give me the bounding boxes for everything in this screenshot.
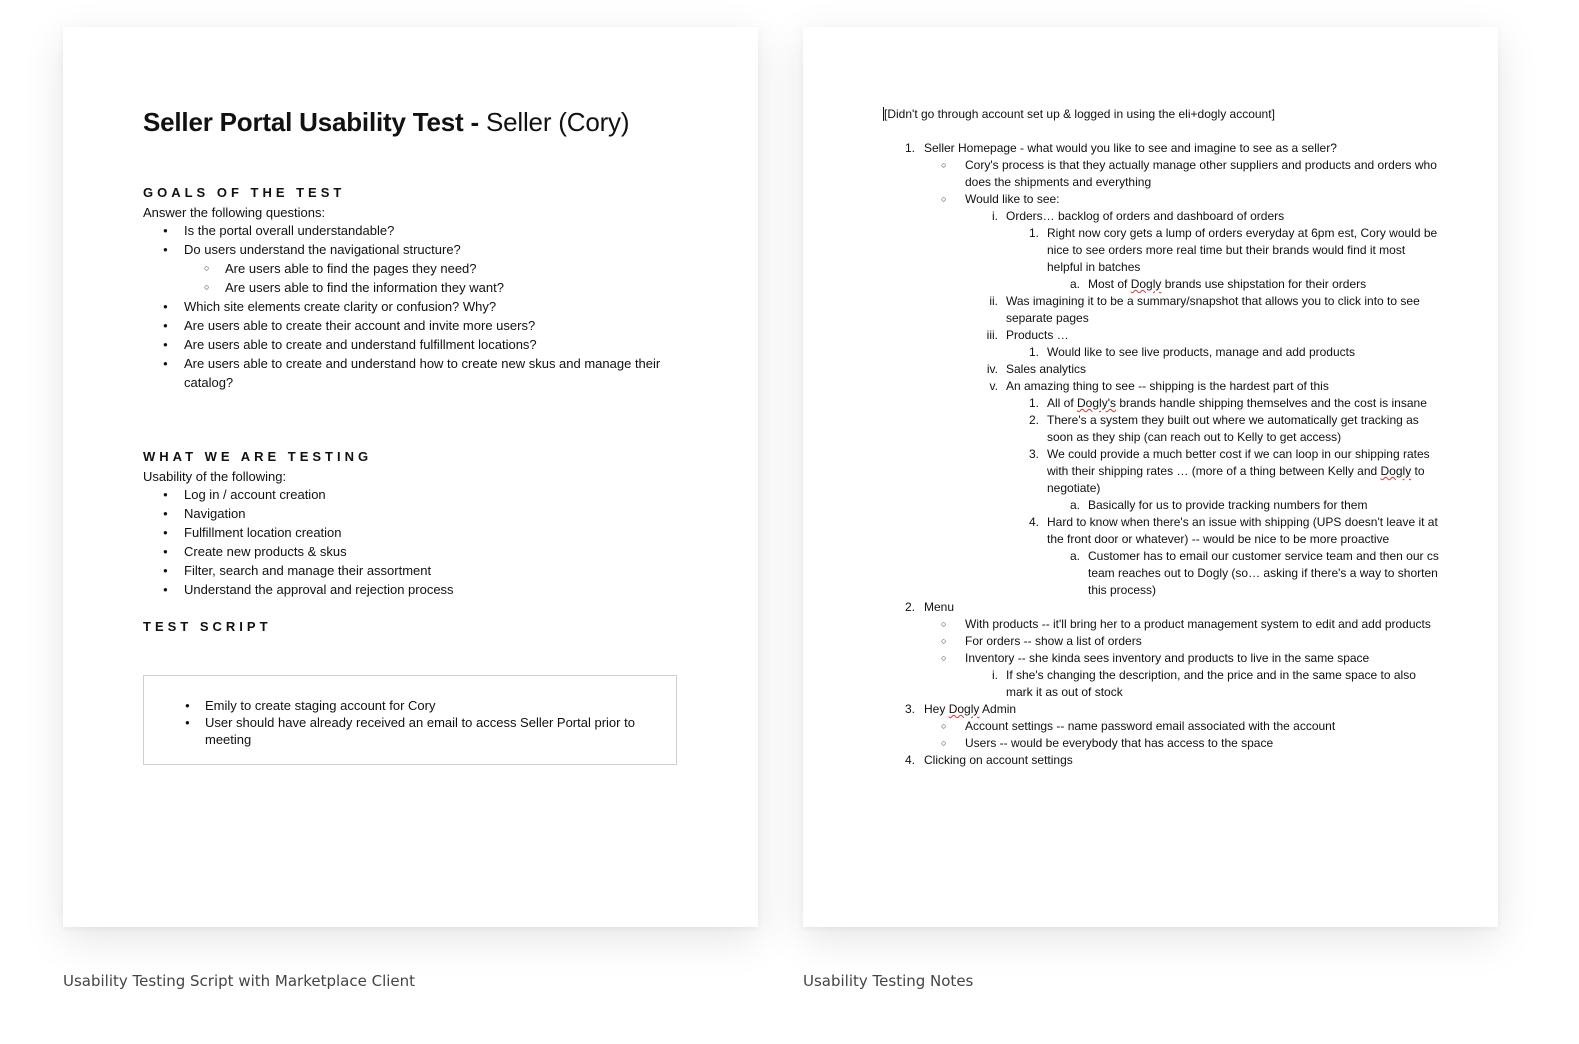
- notes-line: [883, 650, 1443, 667]
- testing-heading: WHAT WE ARE TESTING: [143, 449, 373, 464]
- bullet-marker: ○: [941, 653, 947, 663]
- spellcheck-flagged-word: Dogly: [948, 702, 980, 716]
- list-marker: 1.: [1028, 345, 1039, 359]
- test-script-list: [164, 697, 644, 748]
- notes-line-text: Would like to see live products, manage and add products: [1047, 345, 1355, 359]
- notes-line-text: Menu: [924, 600, 955, 614]
- list-item: ● Understand the approval and rejection process: [143, 580, 703, 599]
- list-marker: 1.: [1028, 396, 1039, 410]
- bullet-marker: ○: [941, 636, 947, 646]
- notes-line: [883, 701, 1443, 718]
- list-item: ○ Are users able to find the information they want?: [143, 278, 703, 297]
- list-marker: v.: [989, 379, 998, 393]
- list-marker: 3.: [904, 702, 915, 716]
- notes-line-text: Customer has to email our customer service team and then our cs team reaches out to Dogly (so… asking if there's a way to shorten this process): [1088, 549, 1439, 597]
- notes-intro-text: Didn't go through account set up & logged in using the eli+dogly account]: [887, 107, 1275, 121]
- notes-line-text: Was imagining it to be a summary/snapshot that allows you to click into to see separate pages: [1006, 294, 1420, 325]
- notes-line: [883, 327, 1443, 344]
- notes-line: [883, 361, 1443, 378]
- notes-line: [883, 667, 1443, 701]
- list-item: ● Emily to create staging account for Cory: [164, 697, 644, 714]
- notes-line: [883, 497, 1443, 514]
- notes-line-text: Cory's process is that they actually manage other suppliers and products and orders who does the shipments and everything: [965, 158, 1437, 189]
- notes-line-text: Would like to see:: [965, 192, 1060, 206]
- list-item: ● Fulfillment location creation: [143, 523, 703, 542]
- notes-line-text: Basically for us to provide tracking numbers for them: [1088, 498, 1368, 512]
- goals-intro: Answer the following questions:: [143, 205, 326, 220]
- text-run: Hey: [924, 702, 949, 716]
- notes-document-page: [803, 27, 1498, 927]
- notes-line: [883, 395, 1443, 412]
- notes-line-text: Inventory -- she kinda sees inventory and products to live in the same space: [965, 651, 1370, 665]
- notes-line: [883, 344, 1443, 361]
- notes-line-text: With products -- it'll bring her to a product management system to edit and add products: [965, 617, 1431, 631]
- notes-line-text: [924, 701, 1443, 718]
- list-marker: 2.: [904, 600, 915, 614]
- list-marker: a.: [1069, 549, 1080, 563]
- testing-intro: Usability of the following:: [143, 469, 287, 484]
- notes-line-text: Products …: [1006, 328, 1069, 342]
- list-marker: 1.: [1028, 226, 1039, 240]
- notes-line-text: Sales analytics: [1006, 362, 1087, 376]
- notes-line: [883, 514, 1443, 548]
- test-script-heading: TEST SCRIPT: [143, 619, 272, 634]
- notes-line-text: Account settings -- name password email associated with the account: [965, 719, 1336, 733]
- text-run: We could provide a much better cost if we can loop in our shipping rates with their shipping rates … (more of a thing between Kelly and: [1047, 447, 1430, 478]
- right-caption: Usability Testing Notes: [803, 972, 974, 990]
- notes-line-text: There's a system they built out where we automatically get tracking as soon as they ship (can reach out to Kelly to get access): [1047, 413, 1419, 444]
- notes-line: [883, 225, 1443, 276]
- bullet-marker: ○: [941, 194, 947, 204]
- notes-line: [883, 378, 1443, 395]
- notes-line-text: Hard to know when there's an issue with shipping (UPS doesn't leave it at the front door or whatever) -- would be nice to be more proactive: [1047, 515, 1438, 546]
- notes-line: [883, 633, 1443, 650]
- list-marker: 1.: [904, 141, 915, 155]
- list-item: ○ Are users able to find the pages they need?: [143, 259, 703, 278]
- list-marker: a.: [1069, 498, 1080, 512]
- text-cursor: [: [884, 107, 888, 121]
- bullet-marker: ○: [941, 619, 947, 629]
- testing-list: [143, 485, 703, 599]
- notes-line-text: [1047, 395, 1443, 412]
- title-bold-part: Seller Portal Usability Test -: [143, 107, 486, 137]
- text-run: to negotiate): [1047, 464, 1425, 495]
- notes-line: [883, 752, 1443, 769]
- list-marker: iii.: [986, 328, 998, 342]
- list-item: ● Is the portal overall understandable?: [143, 221, 703, 240]
- bullet-marker: ○: [941, 721, 947, 731]
- list-marker: 3.: [1028, 447, 1039, 461]
- notes-line: [883, 446, 1443, 497]
- spellcheck-flagged-word: Dogly: [1130, 277, 1162, 291]
- list-item: ● Do users understand the navigational structure?: [143, 240, 703, 259]
- list-item: ● Log in / account creation: [143, 485, 703, 504]
- list-marker: iv.: [986, 362, 998, 376]
- notes-line-text: Right now cory gets a lump of orders everyday at 6pm est, Cory would be nice to see orders more real time but their brands would find it most helpful in batches: [1047, 226, 1438, 274]
- text-run: Admin: [979, 702, 1017, 716]
- notes-body: [883, 106, 1443, 769]
- notes-line: [883, 293, 1443, 327]
- notes-line-text: For orders -- show a list of orders: [965, 634, 1142, 648]
- document-title: [143, 107, 629, 138]
- list-marker: 2.: [1028, 413, 1039, 427]
- bullet-marker: ○: [941, 738, 947, 748]
- list-marker: 4.: [904, 753, 915, 767]
- notes-line-text: An amazing thing to see -- shipping is the hardest part of this: [1006, 379, 1329, 393]
- notes-line: [883, 616, 1443, 633]
- notes-line-text: Users -- would be everybody that has access to the space: [965, 736, 1274, 750]
- notes-line-text: [1047, 446, 1443, 497]
- script-document-page: [63, 27, 758, 927]
- spellcheck-flagged-word: Dogly's: [1077, 396, 1116, 410]
- title-light-part: Seller (Cory): [486, 107, 630, 137]
- list-item: ● Filter, search and manage their assortment: [143, 561, 703, 580]
- text-run: brands handle shipping themselves and the cost is insane: [1116, 396, 1427, 410]
- list-marker: ii.: [989, 294, 998, 308]
- text-run: Most of: [1088, 277, 1131, 291]
- left-caption: Usability Testing Script with Marketplace Client: [63, 972, 416, 990]
- test-script-box: [143, 675, 677, 765]
- list-marker: 4.: [1028, 515, 1039, 529]
- list-item: ● Navigation: [143, 504, 703, 523]
- list-item: ● Are users able to create and understand fulfillment locations?: [143, 335, 703, 354]
- text-run: brands use shipstation for their orders: [1161, 277, 1367, 291]
- notes-line: [883, 191, 1443, 208]
- notes-line: [883, 718, 1443, 735]
- notes-intro: [883, 106, 1443, 123]
- notes-line: [883, 208, 1443, 225]
- goals-heading: GOALS OF THE TEST: [143, 185, 346, 200]
- notes-line-text: Seller Homepage - what would you like to see and imagine to see as a seller?: [924, 141, 1337, 155]
- notes-list: [883, 140, 1443, 769]
- list-item: ● Are users able to create their account and invite more users?: [143, 316, 703, 335]
- notes-line-text: If she's changing the description, and the price and in the same space to also mark it as out of stock: [1006, 668, 1416, 699]
- notes-line: [883, 735, 1443, 752]
- bullet-marker: ○: [941, 160, 947, 170]
- notes-line: [883, 412, 1443, 446]
- notes-line-text: [1088, 276, 1443, 293]
- list-item: ● Are users able to create and understand how to create new skus and manage their catalog?: [143, 354, 703, 392]
- notes-line: [883, 276, 1443, 293]
- list-item: ● Which site elements create clarity or confusion? Why?: [143, 297, 703, 316]
- notes-line-text: Clicking on account settings: [924, 753, 1073, 767]
- list-item: ● User should have already received an email to access Seller Portal prior to meeting: [164, 714, 644, 748]
- notes-line: [883, 157, 1443, 191]
- notes-line: [883, 599, 1443, 616]
- notes-line: [883, 140, 1443, 157]
- text-run: All of: [1047, 396, 1078, 410]
- list-item: ● Create new products & skus: [143, 542, 703, 561]
- notes-line: [883, 548, 1443, 599]
- notes-line-text: Orders… backlog of orders and dashboard of orders: [1006, 209, 1285, 223]
- list-marker: a.: [1069, 277, 1080, 291]
- spellcheck-flagged-word: Dogly: [1380, 464, 1412, 478]
- list-marker: i.: [992, 209, 998, 223]
- goals-list: [143, 221, 703, 392]
- list-marker: i.: [992, 668, 998, 682]
